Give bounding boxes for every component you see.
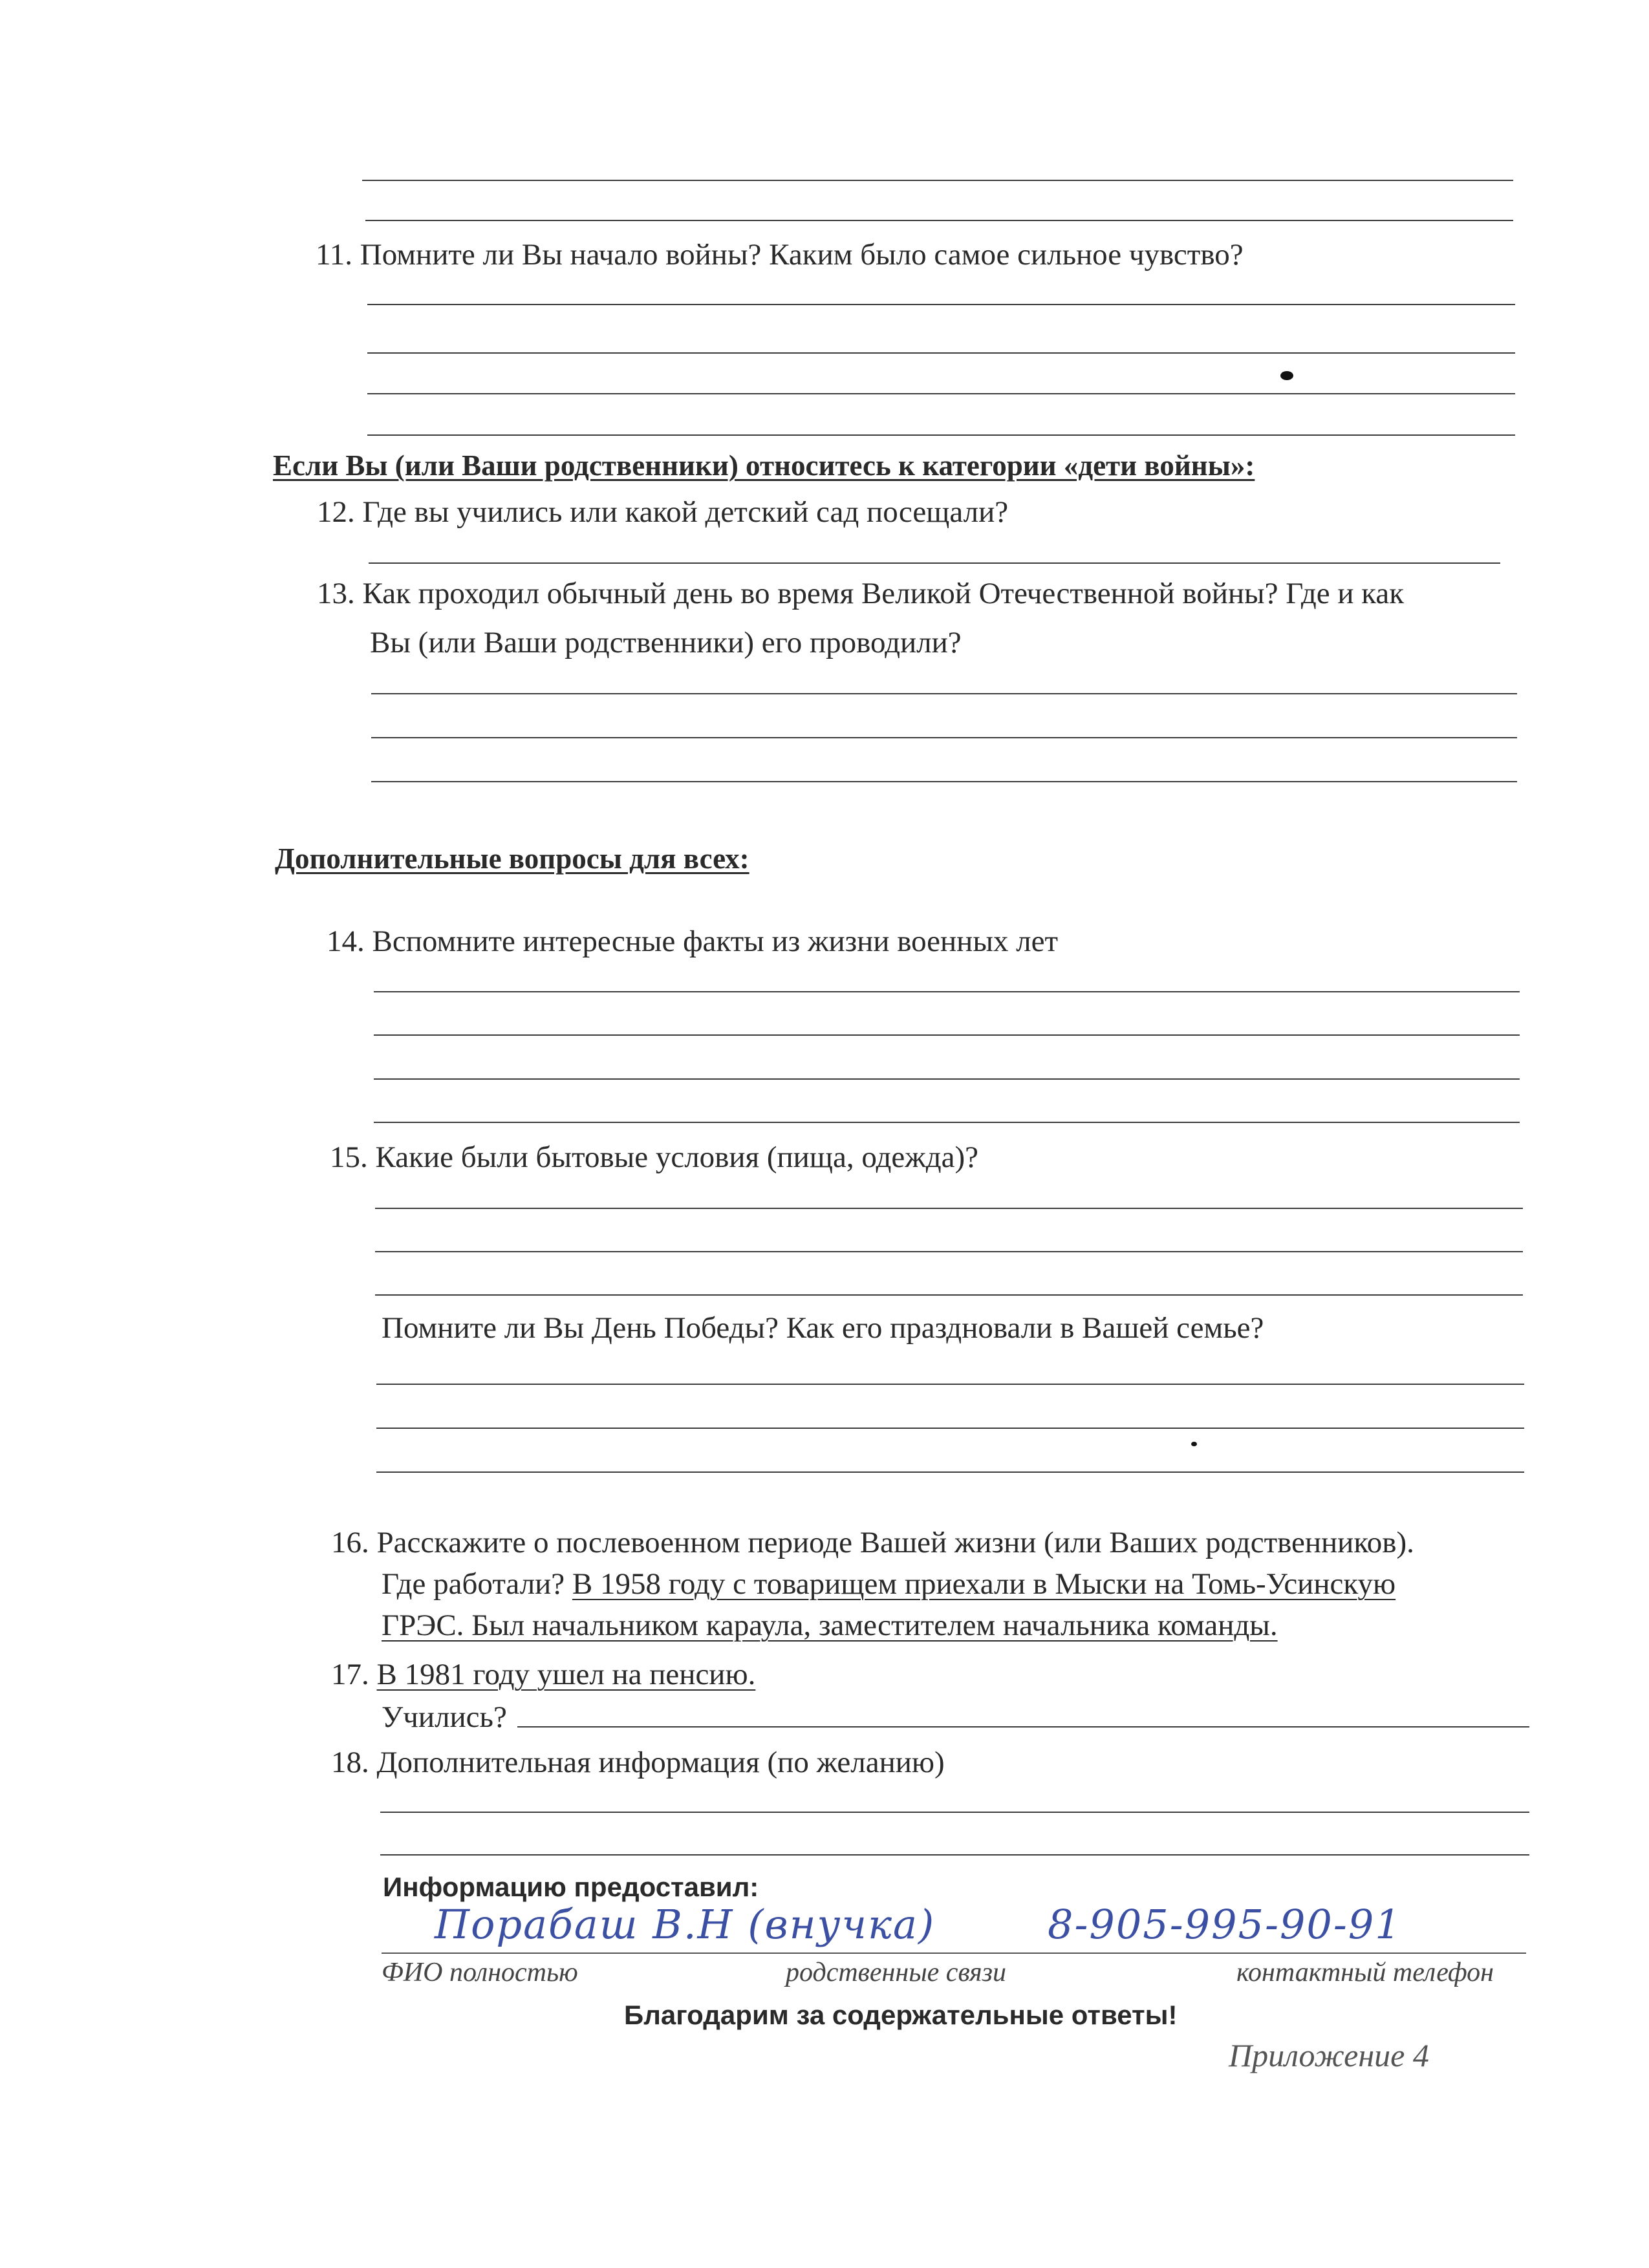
question-16-answer-part2: ГРЭС. Был начальником караула, заместителем начальника команды. bbox=[382, 1609, 1278, 1642]
answer-line bbox=[374, 1034, 1520, 1036]
answer-line bbox=[376, 1471, 1524, 1473]
answer-line bbox=[376, 1384, 1524, 1385]
question-16-prompt: Где работали? bbox=[382, 1567, 572, 1601]
question-15: 15. Какие были бытовые условия (пища, одежда)? bbox=[330, 1140, 979, 1174]
question-16-line1: 16. Расскажите о послевоенном периоде Вашей жизни (или Ваших родственников). bbox=[331, 1526, 1414, 1559]
answer-line bbox=[367, 352, 1515, 354]
answer-line bbox=[365, 220, 1513, 221]
answer-line bbox=[375, 1208, 1523, 1209]
thanks-message: Благодарим за содержательные ответы! bbox=[624, 2000, 1178, 2030]
question-victory-day: Помните ли Вы День Победы? Как его праздновали в Вашей семье? bbox=[382, 1311, 1264, 1345]
question-17 bbox=[331, 1655, 755, 1694]
caption-phone: контактный телефон bbox=[1236, 1958, 1494, 1987]
answer-line bbox=[375, 1251, 1523, 1252]
answer-line bbox=[380, 1854, 1529, 1856]
appendix-label: Приложение 4 bbox=[1229, 2037, 1429, 2073]
question-13-line1: 13. Как проходил обычный день во время Великой Отечественной войны? Где и как bbox=[317, 577, 1405, 610]
answer-line bbox=[371, 693, 1517, 694]
ink-spot bbox=[1191, 1442, 1197, 1446]
answer-line bbox=[362, 180, 1513, 181]
answer-line bbox=[367, 393, 1515, 394]
caption-full-name: ФИО полностью bbox=[382, 1958, 578, 1987]
answer-line bbox=[374, 991, 1520, 992]
answer-line bbox=[374, 1122, 1520, 1123]
answer-line bbox=[380, 1812, 1529, 1813]
answer-line bbox=[369, 562, 1500, 564]
answer-line bbox=[375, 1294, 1523, 1296]
handwritten-phone: 8-905-995-90-91 bbox=[1048, 1901, 1402, 1948]
question-17-studied: Учились? bbox=[382, 1700, 507, 1734]
handwritten-name: Порабаш В.Н (внучка) bbox=[435, 1901, 936, 1948]
question-17-answer: В 1981 году ушел на пенсию. bbox=[376, 1658, 756, 1691]
question-18: 18. Дополнительная информация (по желанию) bbox=[331, 1746, 945, 1779]
question-13-line2: Вы (или Ваши родственники) его проводили? bbox=[370, 626, 962, 659]
answer-line bbox=[374, 1078, 1520, 1080]
answer-line bbox=[376, 1428, 1524, 1429]
answer-line bbox=[371, 737, 1517, 738]
section-heading-children-of-war: Если Вы (или Ваши родственники) относитесь к категории «дети войны»: bbox=[273, 449, 1255, 482]
question-11: 11. Помните ли Вы начало войны? Каким было самое сильное чувство? bbox=[316, 238, 1244, 272]
answer-line bbox=[367, 434, 1515, 436]
answer-line bbox=[367, 304, 1515, 305]
ink-spot bbox=[1280, 371, 1293, 380]
question-14: 14. Вспомните интересные факты из жизни военных лет bbox=[327, 925, 1059, 958]
caption-relation: родственные связи bbox=[786, 1958, 1007, 1987]
answer-line bbox=[517, 1726, 1529, 1728]
answer-line bbox=[371, 781, 1517, 782]
section-heading-for-all: Дополнительные вопросы для всех: bbox=[275, 842, 749, 875]
question-17-number: 17. bbox=[331, 1658, 377, 1691]
question-16-answer-part1: В 1958 году с товарищем приехали в Мыски на Томь-Усинскую bbox=[572, 1567, 1396, 1601]
question-12: 12. Где вы учились или какой детский сад посещали? bbox=[317, 495, 1009, 529]
question-16-line2 bbox=[382, 1565, 1396, 1603]
signature-line bbox=[382, 1952, 1526, 1954]
provided-by-label: Информацию предоставил: bbox=[383, 1872, 759, 1902]
